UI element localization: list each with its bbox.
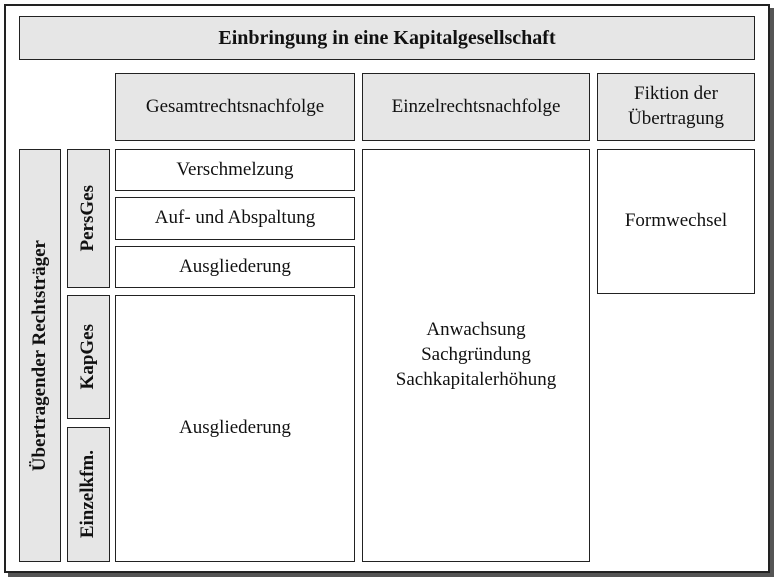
row-header-einzelkfm bbox=[67, 427, 110, 562]
row-header-uebertragender-rechtstraeger bbox=[19, 149, 61, 562]
cell-ausgliederung-kapges-einzelkfm: Ausgliederung bbox=[115, 295, 355, 562]
row-header-main-label: Übertragender Rechtsträger bbox=[28, 239, 50, 472]
cell-formwechsel: Formwechsel bbox=[597, 149, 755, 294]
column-header-fiktion bbox=[597, 73, 755, 141]
cell-einzelrechtsnachfolge bbox=[362, 149, 590, 562]
fiktion-line-2: Übertragung bbox=[627, 108, 725, 129]
cell-verschmelzung: Verschmelzung bbox=[115, 149, 355, 191]
fiktion-line-1: Fiktion der bbox=[634, 83, 718, 105]
kapges-label: KapGes bbox=[77, 324, 99, 390]
row-header-persges bbox=[67, 149, 110, 288]
einzelkfm-label: Einzelkfm. bbox=[77, 450, 99, 539]
einzel-line-anwachsung: Anwachsung bbox=[426, 319, 526, 341]
einzel-line-sachgruendung: Sachgründung bbox=[421, 344, 531, 366]
column-header-einzelrechtsnachfolge: Einzelrechtsnachfolge bbox=[362, 73, 590, 141]
column-header-gesamtrechtsnachfolge: Gesamtrechtsnachfolge bbox=[115, 73, 355, 141]
row-header-kapges bbox=[67, 295, 110, 419]
diagram-title: Einbringung in eine Kapitalgesellschaft bbox=[19, 16, 755, 60]
persges-label: PersGes bbox=[77, 185, 99, 252]
cell-ausgliederung-persges: Ausgliederung bbox=[115, 246, 355, 288]
cell-auf-und-abspaltung: Auf- und Abspaltung bbox=[115, 197, 355, 240]
einzel-line-sachkapitalerhoehung: Sachkapitalerhöhung bbox=[395, 368, 557, 390]
